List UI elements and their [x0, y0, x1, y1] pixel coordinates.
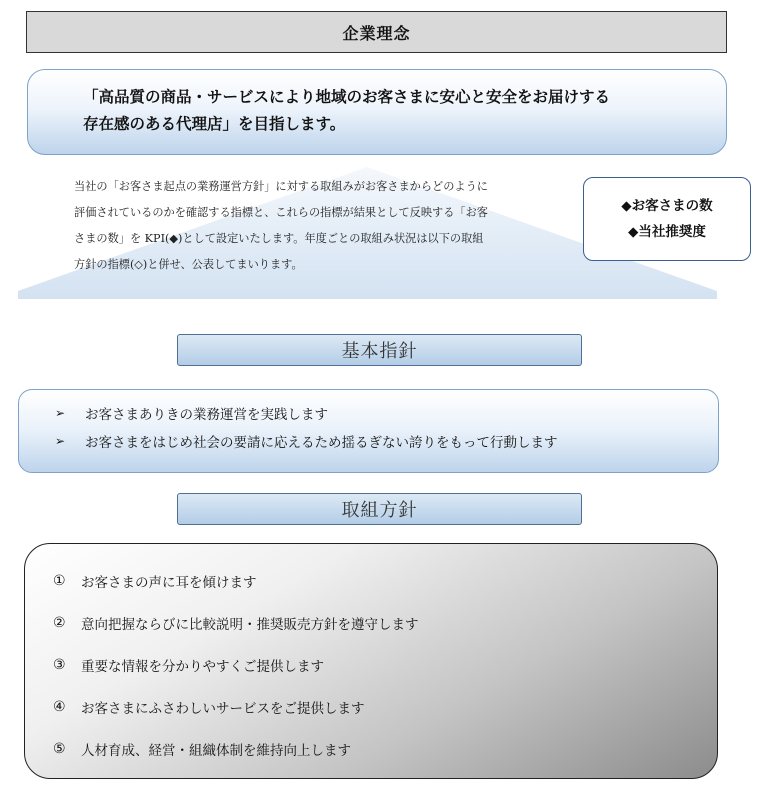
- kpi-description-line: 当社の「お客さま起点の業務運営方針」に対する取組みがお客さまからどのように: [74, 180, 488, 193]
- kpi-description-line: 方針の指標(◇)と併せ、公表してまいります。: [74, 258, 303, 271]
- basic-policy-header: 基本指針: [177, 334, 582, 366]
- list-item-text: 意向把握ならびに比較説明・推奨販売方針を遵守します: [81, 617, 419, 633]
- item-number: ③: [53, 657, 66, 673]
- list-item-text: お客さまの声に耳を傾けます: [81, 575, 257, 591]
- item-number: ②: [53, 615, 66, 631]
- list-item-text: 人材育成、経営・組織体制を維持向上します: [81, 743, 351, 759]
- kpi-box: [583, 177, 751, 261]
- action-policy-header: 取組方針: [177, 493, 582, 525]
- item-number: ④: [53, 699, 66, 715]
- vision-line-1: 「高品質の商品・サービスにより地域のお客さまに安心と安全をお届けする: [83, 88, 611, 106]
- list-item: [53, 686, 717, 728]
- kpi-description-line: さまの数」を KPI(◆)として設定いたします。年度ごとの取組み状況は以下の取組: [74, 232, 484, 245]
- item-number: ⑤: [53, 741, 66, 757]
- arrow-bullet-icon: ➢: [55, 434, 66, 448]
- list-item-text: お客さまありきの業務運営を実践します: [85, 407, 328, 423]
- item-number: ①: [53, 573, 66, 589]
- kpi-description-line: 評価されているのかを確認する指標と、これらの指標が結果として反映する「お客: [74, 206, 488, 219]
- list-item-text: 重要な情報を分かりやすくご提供します: [81, 659, 324, 675]
- basic-policy-box: [18, 389, 719, 473]
- list-item: [55, 399, 718, 427]
- list-item-text: お客さまにふさわしいサービスをご提供します: [81, 701, 365, 717]
- corporate-vision-box: [27, 69, 727, 155]
- list-item: [53, 728, 717, 770]
- list-item-text: お客さまをはじめ社会の要請に応えるため揺るぎない誇りをもって行動します: [85, 435, 558, 451]
- kpi-item-customer-count: ◆お客さまの数: [621, 198, 713, 214]
- vision-line-2: 存在感のある代理店」を目指します。: [83, 115, 346, 133]
- list-item: [55, 427, 718, 455]
- kpi-description: [74, 174, 560, 278]
- page-title: 企業理念: [26, 11, 727, 53]
- action-policy-box: [24, 543, 718, 779]
- kpi-item-recommendation: ◆当社推奨度: [628, 224, 706, 240]
- list-item: [53, 602, 717, 644]
- arrow-bullet-icon: ➢: [55, 406, 66, 420]
- list-item: [53, 644, 717, 686]
- list-item: [53, 560, 717, 602]
